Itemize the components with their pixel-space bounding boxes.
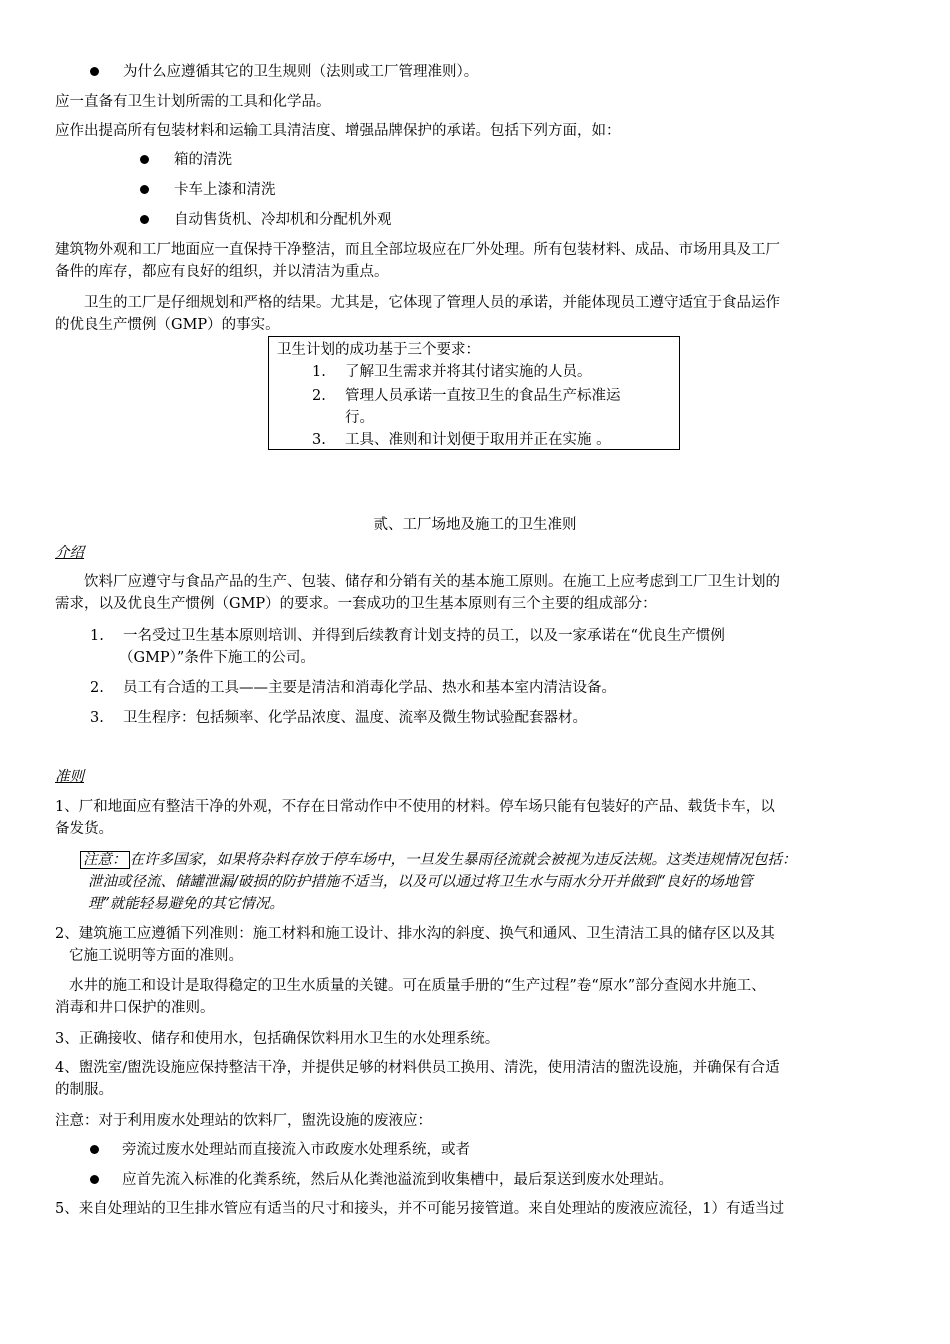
note-block: 注意： 在许多国家，如果将杂料存放于停车场中，一旦发生暴雨径流就会被视为违反法规。这类违规情况包括： 泄油或径流、储罐泄漏/破损的防护措施不适当，以及可以通过将卫生水与雨水分开并做到“良好的场地管 理”就能轻易避免的其它情况。 — [80, 849, 906, 915]
box-item-number: 2. — [312, 388, 326, 404]
bullet-icon — [140, 155, 149, 164]
box-title: 卫生计划的成功基于三个要求： — [277, 342, 480, 358]
paragraph: 应作出提高所有包装材料和运输工具清洁度、增强品牌保护的承诺。包括下列方面，如： — [55, 123, 621, 139]
box-item: 管理人员承诺一直按卫生的食品生产标准运 — [345, 388, 621, 404]
rules-heading: 准则 — [55, 769, 84, 785]
note-label: 注意： — [80, 851, 130, 869]
bullet-icon — [90, 1175, 99, 1184]
box-item: 了解卫生需求并将其付诸实施的人员。 — [345, 364, 592, 380]
intro-heading: 介绍 — [55, 545, 84, 561]
bullet-icon — [140, 185, 149, 194]
paragraph: 饮料厂应遵守与食品产品的生产、包装、储存和分销有关的基本施工原则。在施工上应考虑到工厂卫生计划的 需求，以及优良生产惯例（GMP）的要求。一套成功的卫生基本原则有三个主要的组成部分： — [55, 574, 780, 612]
bullet-icon — [90, 67, 99, 76]
rule-item: 5、来自处理站的卫生排水管应有适当的尺寸和接头，并不可能另接管道。来自处理站的废液应流径，1）有适当过 — [55, 1201, 784, 1217]
paragraph: 水井的施工和设计是取得稳定的卫生水质量的关键。可在质量手册的“生产过程”卷“原水”部分查阅水井施工、 消毒和井口保护的准则。 — [55, 978, 766, 1016]
section-title: 贰、工厂场地及施工的卫生准则 — [373, 517, 577, 533]
paragraph: 建筑物外观和工厂地面应一直保持干净整洁，而且全部垃圾应在厂外处理。所有包装材料、成品、市场用具及工厂 备件的库存，都应有良好的组织，并以清洁为重点。 — [55, 242, 780, 280]
list-item-text: 卫生程序：包括频率、化学品浓度、温度、流率及微生物试验配套器材。 — [123, 710, 587, 726]
bullet-icon — [140, 215, 149, 224]
note-paragraph: 注意：对于利用废水处理站的饮料厂，盥洗设施的废液应： — [55, 1113, 432, 1129]
list-item-text: 员工有合适的工具——主要是清洁和消毒化学品、热水和基本室内清洁设备。 — [123, 680, 616, 696]
box-item-continued: 行。 — [345, 410, 374, 426]
paragraph: 卫生的工厂是仔细规划和严格的结果。尤其是，它体现了管理人员的承诺，并能体现员工遵守适宜于食品运作 的优良生产惯例（GMP）的事实。 — [55, 295, 780, 333]
list-item-text: 一名受过卫生基本原则培训、并得到后续教育计划支持的员工，以及一家承诺在“优良生产惯例 （GMP）”条件下施工的公司。 — [119, 628, 725, 666]
box-item: 工具、准则和计划便于取用并正在实施 。 — [345, 432, 611, 448]
box-item-number: 3. — [312, 432, 326, 448]
rule-item: 3、正确接收、储存和使用水，包括确保饮料用水卫生的水处理系统。 — [55, 1031, 500, 1047]
rule-item: 1、厂和地面应有整洁干净的外观，不存在日常动作中不使用的材料。停车场只能有包装好的产品、载货卡车，以 备发货。 — [55, 799, 775, 837]
rule-item: 2、建筑施工应遵循下列准则：施工材料和施工设计、排水沟的斜度、换气和通风、卫生清洁工具的储存区以及其 它施工说明等方面的准则。 — [55, 926, 775, 964]
rule-item: 4、盥洗室/盥洗设施应保持整洁干净，并提供足够的材料供员工换用、清洗，使用清洁的盥洗设施，并确保有合适 的制服。 — [55, 1060, 780, 1098]
bullet-icon — [90, 1145, 99, 1154]
document-page: 为什么应遵循其它的卫生规则（法则或工厂管理准则）。 应一直备有卫生计划所需的工具和化学品。 应作出提高所有包装材料和运输工具清洁度、增强品牌保护的承诺。包括下列方面，如： 箱的清洗 卡车上漆和清洗 自动售货机、冷却机和分配机外观 建筑物外观和工厂地面应一直保持干净整洁，而且全部垃圾应在厂外处理。所有包装材料、成品、市场用具及工厂 备件的库存，都应有良好的组织，并以清洁为重点。 卫生的工厂是仔细规划和严格的结果。尤其是，它体现了管理人员的承诺，并能体现员工遵守适宜于食品运作 的优良生产惯例（GMP）的事实。 卫生计划的成功基于三个要求： 1. 了解卫生需求并将其付诸实施的人员。 2. 管理人员承诺一直按卫生的食品生产标准运 行。 3. 工具、准则和计划便于取用并正在实施 。 贰、工厂场地及施工的卫生准则 介绍 饮料厂应遵守与食品产品的生产、包装、储存和分销有关的基本施工原则。在施工上应考虑到工厂卫生计划的 需求，以及优良生产惯例（GMP）的要求。一套成功的卫生基本原则有三个主要的组成部分： 1. 一名受过卫生基本原则培训、并得到后续教育计划支持的员工，以及一家承诺在“优良生产惯例 （GMP）”条件下施工的公司。 2. 员工有合适的工具——主要是清洁和消毒化学品、热水和基本室内清洁设备。 3. 卫生程序：包括频率、化学品浓度、温度、流率及微生物试验配套器材。 准则 1、厂和地面应有整洁干净的外观，不存在日常动作中不使用的材料。停车场只能有包装好的产品、载货卡车，以 备发货。 注意： 在许多国家，如果将杂料存放于停车场中，一旦发生暴雨径流就会被视为违反法规。这类违规情况包括： 泄油或径流、储罐泄漏/破损的防护措施不适当，以及可以通过将卫生水与雨水分开并做到“良好的场地管 理”就能轻易避免的其它情况。 2、建筑施工应遵循下列准则：施工材料和施工设计、排水沟的斜度、换气和通风、卫生清洁工具的储存区以及其 它施工说明等方面的准则。 水井的施工和设计是取得稳定的卫生水质量的关键。可在质量手册的“生产过程”卷“原水”部分查阅水井施工、 消毒和井口保护的准则。 3、正确接收、储存和使用水，包括确保饮料用水卫生的水处理系统。 4、盥洗室/盥洗设施应保持整洁干净，并提供足够的材料供员工换用、清洗，使用清洁的盥洗设施，并确保有合适 的制服。 注意：对于利用废水处理站的饮料厂，盥洗设施的废液应： 旁流过废水处理站而直接流入市政废水处理系统，或者 应首先流入标准的化粪系统，然后从化粪池溢流到收集槽中，最后泵送到废水处理站。 5、来自处理站的卫生排水管应有适当的尺寸和接头，并不可能另接管道。来自处理站的废液应流径，1）有适当过 — [0, 0, 950, 1344]
box-item-number: 1. — [312, 364, 326, 380]
requirements-box — [268, 336, 680, 450]
paragraph: 应一直备有卫生计划所需的工具和化学品。 — [55, 94, 331, 110]
